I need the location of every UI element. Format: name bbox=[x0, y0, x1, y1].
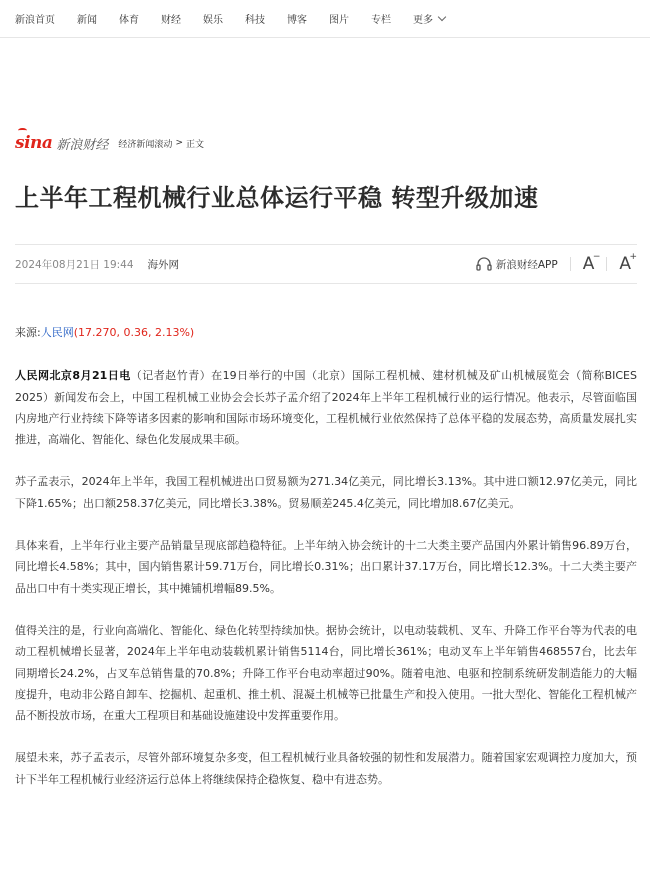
article-paragraph-3: 具体来看，上半年行业主要产品销量呈现底部趋稳特征。上半年纳入协会统计的十二大类主要产品国内外累计销售96.89万台，同比增长4.58%；其中，国内销售累计59.71万台，同比增长0.31%；出口累计37.17万台，同比增长12.3%。十二大类主要产品出口中有十类实现正增长，其中摊铺机增幅89.5%。 bbox=[15, 539, 637, 595]
nav-more-dropdown[interactable] bbox=[413, 11, 445, 26]
nav-item-finance[interactable]: 财经 bbox=[161, 15, 181, 26]
nav-item-news[interactable]: 新闻 bbox=[77, 15, 97, 26]
nav-item-photos[interactable]: 图片 bbox=[329, 15, 349, 26]
nav-item-columns[interactable]: 专栏 bbox=[371, 15, 391, 26]
source-label: 来源: bbox=[15, 326, 41, 339]
app-download-link[interactable] bbox=[476, 257, 558, 272]
meta-actions bbox=[476, 254, 637, 274]
article-paragraph-5: 展望未来，苏子孟表示，尽管外部环境复杂多变，但工程机械行业具备较强的韧性和发展潜力。随着国家宏观调控力度加大，预计下半年工程机械行业经济运行总体上将继续保持企稳恢复、稳中有进态势。 bbox=[15, 751, 637, 786]
paragraph-text: （记者赵竹青）在19日举行的中国（北京）国际工程机械、建材机械及矿山机械展览会（简称BICES 2025）新闻发布会上，中国工程机械工业协会会长苏子孟介绍了2024年上半年工程机械行业的运行情况。他表示，尽管面临国内房地产行业持续下降等诸多因素的影响和国际市场环境变化，工程机械行业依然保持了总体平稳的发展态势，高质量发展扎实推进，高端化、智能化、绿色化发展成果丰硕。 bbox=[15, 369, 637, 447]
top-nav bbox=[0, 0, 650, 38]
nav-item-blog[interactable]: 博客 bbox=[287, 15, 307, 26]
breadcrumb-separator: > bbox=[175, 138, 183, 148]
font-large-glyph: A bbox=[619, 254, 631, 274]
article-body bbox=[15, 322, 637, 811]
nav-item-sports[interactable]: 体育 bbox=[119, 15, 139, 26]
sina-logo-text: sina bbox=[15, 133, 53, 153]
brand-name[interactable]: 新浪财经 bbox=[56, 137, 109, 153]
article-source-line bbox=[15, 322, 637, 343]
font-increase-button[interactable] bbox=[619, 252, 637, 274]
font-decrease-button[interactable] bbox=[582, 252, 601, 274]
headphones-icon bbox=[476, 257, 492, 271]
article-title: 上半年工程机械行业总体运行平稳 转型升级加速 bbox=[15, 184, 539, 212]
minus-icon: − bbox=[592, 252, 601, 262]
breadcrumb-item-current: 正文 bbox=[185, 139, 204, 150]
article-paragraph-4: 值得关注的是，行业向高端化、智能化、绿色化转型持续加快。据协会统计，以电动装载机、叉车、升降工作平台等为代表的电动工程机械增长显著，2024年上半年电动装载机累计销售5114台，同比增长361%；电动叉车上半年销售468557台，比去年同期增长24.2%，占叉车总销售量的70.8%；升降工作平台电动率超过90%。随着电池、电驱和控制系统研发制造能力的大幅度提升，电动非公路自卸车、挖掘机、起重机、推土机、混凝土机械等已批量生产和投入使用。一批大型化、智能化工程机械产品不断投放市场，在重大工程项目和基础设施建设中发挥重要作用。 bbox=[15, 623, 637, 723]
stock-quote-link[interactable]: (17.270, 0.36, 2.13%) bbox=[73, 326, 195, 339]
article-paragraph-2: 苏子孟表示，2024年上半年，我国工程机械进出口贸易额为271.34亿美元，同比增长3.13%。其中进口额12.97亿美元，同比下降1.65%；出口额258.37亿美元，同比增长3.38%。贸易顺差245.4亿美元，同比增加8.67亿美元。 bbox=[15, 475, 637, 510]
sina-eye-icon bbox=[18, 128, 27, 133]
article-meta-bar bbox=[15, 244, 637, 284]
nav-item-entertainment[interactable]: 娱乐 bbox=[203, 15, 223, 26]
nav-item-home[interactable]: 新浪首页 bbox=[15, 15, 55, 26]
article-date: 2024年08月21日 19:44 bbox=[15, 258, 134, 271]
article-source[interactable]: 海外网 bbox=[147, 258, 180, 271]
breadcrumb bbox=[118, 137, 204, 150]
nav-item-tech[interactable]: 科技 bbox=[245, 15, 265, 26]
divider bbox=[606, 257, 607, 271]
source-link[interactable]: 人民网 bbox=[40, 326, 74, 339]
article-paragraph-1 bbox=[15, 365, 637, 450]
brand-header bbox=[15, 133, 204, 153]
font-small-glyph: A bbox=[582, 254, 595, 274]
app-label: 新浪财经APP bbox=[495, 258, 558, 271]
chevron-down-icon bbox=[438, 13, 446, 21]
dateline: 人民网北京8月21日电 bbox=[15, 369, 131, 383]
sina-logo[interactable] bbox=[15, 133, 52, 153]
divider bbox=[570, 257, 571, 271]
plus-icon: + bbox=[629, 252, 637, 262]
breadcrumb-item-scroll[interactable]: 经济新闻滚动 bbox=[118, 139, 173, 150]
nav-more-label: 更多 bbox=[413, 15, 433, 26]
